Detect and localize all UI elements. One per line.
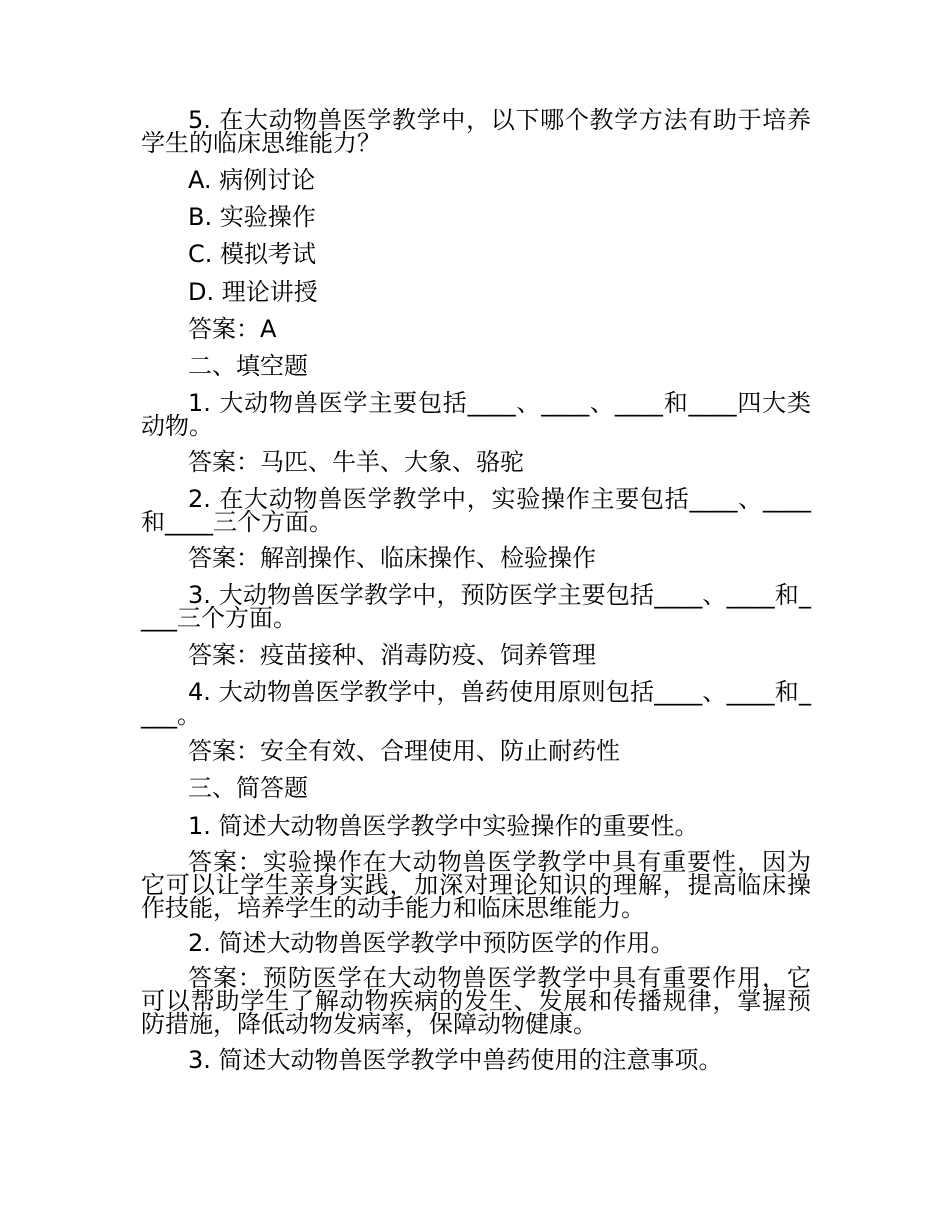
- question-5-option-b: B. 实验操作: [188, 203, 316, 231]
- short-answer-2: 答案：预防医学在大动物兽医学教学中具有重要作用，它可以帮助学生了解动物疾病的发生、发展和传播规律，掌握预防措施，降低动物发病率，保障动物健康。: [141, 964, 811, 1038]
- short-question-1: 1. 简述大动物兽医学教学中实验操作的重要性。: [188, 812, 699, 840]
- fill-question-3: 3. 大动物兽医学教学中，预防医学主要包括____、____和____三个方面。: [141, 581, 811, 632]
- fill-answer-2: 答案：解剖操作、临床操作、检验操作: [188, 544, 596, 572]
- question-5-option-d: D. 理论讲授: [188, 278, 318, 306]
- document-page: [141, 0, 811, 1230]
- fill-answer-3: 答案：疫苗接种、消毒防疫、饲养管理: [188, 641, 596, 669]
- short-question-2: 2. 简述大动物兽医学教学中预防医学的作用。: [188, 929, 675, 957]
- fill-section-heading: 二、填空题: [188, 352, 308, 380]
- short-question-3: 3. 简述大动物兽医学教学中兽药使用的注意事项。: [188, 1046, 723, 1074]
- short-answer-1: 答案：实验操作在大动物兽医学教学中具有重要性，因为它可以让学生亲身实践，加深对理论知识的理解，提高临床操作技能，培养学生的动手能力和临床思维能力。: [141, 848, 811, 922]
- fill-answer-4: 答案：安全有效、合理使用、防止耐药性: [188, 737, 620, 765]
- question-5-option-c: C. 模拟考试: [188, 240, 317, 268]
- fill-answer-1: 答案：马匹、牛羊、大象、骆驼: [188, 448, 524, 476]
- question-5-answer: 答案：A: [188, 315, 277, 343]
- question-5-option-a: A. 病例讨论: [188, 166, 316, 194]
- fill-question-4: 4. 大动物兽医学教学中，兽药使用原则包括____、____和____。: [141, 678, 811, 729]
- question-5-stem: 5. 在大动物兽医学教学中，以下哪个教学方法有助于培养学生的临床思维能力？: [141, 106, 811, 157]
- fill-question-2: 2. 在大动物兽医学教学中，实验操作主要包括____、____和____三个方面。: [141, 485, 811, 536]
- fill-question-1: 1. 大动物兽医学主要包括____、____、____和____四大类动物。: [141, 389, 811, 440]
- short-answer-section-heading: 三、简答题: [188, 774, 308, 802]
